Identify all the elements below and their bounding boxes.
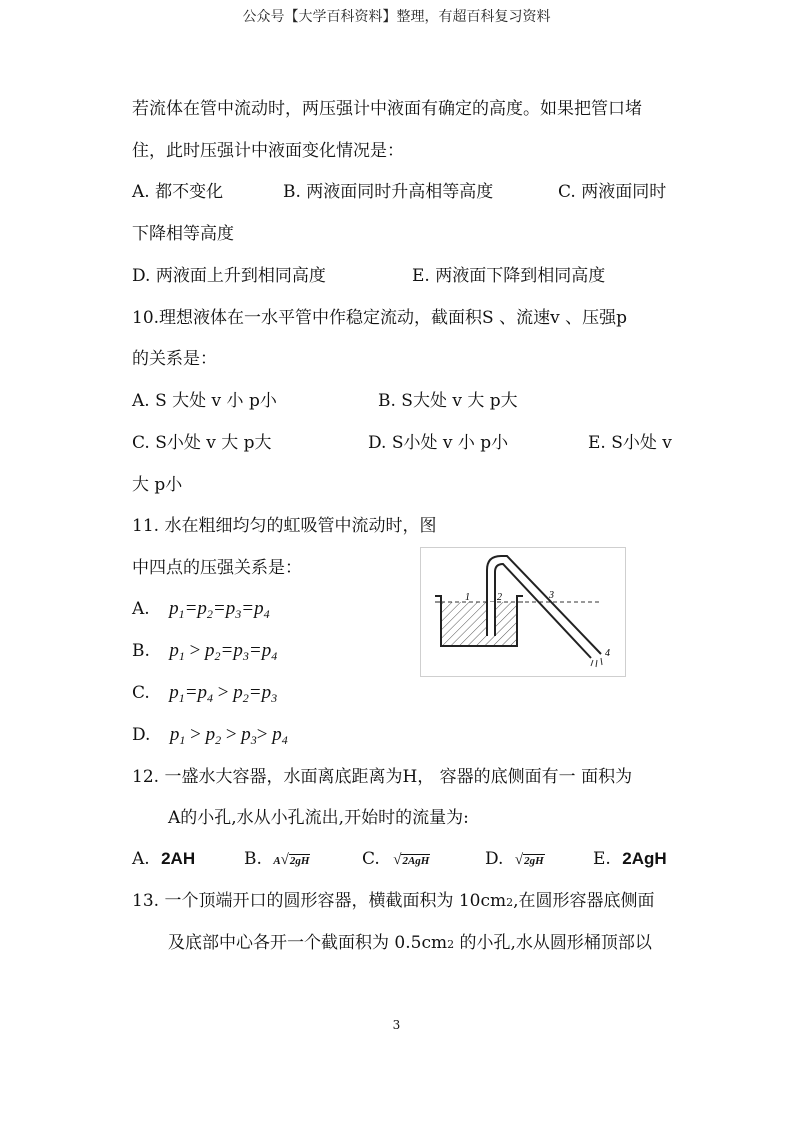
q9-line-2: 住，此时压强计中液面变化情况是： <box>132 141 404 161</box>
q11-option-a <box>132 598 270 625</box>
q9-option-c-cont: 下降相等高度 <box>132 224 234 244</box>
q9-option-e: E. 两液面下降到相同高度 <box>412 266 606 286</box>
q13-unit-exp-2: 2 <box>447 938 455 951</box>
page-header: 公众号【大学百科资料】整理，有超百科复习资料 <box>242 9 551 25</box>
q10-option-e-cont: 大 p小 <box>132 475 183 495</box>
q10-stem-2: 的关系是： <box>132 349 217 369</box>
q12-stem-1: 12. 一盛水大容器，水面离底距离为H， 容器的底侧面有一 面积为 <box>132 767 633 787</box>
q10-option-b: B. S大处 v 大 p大 <box>378 391 518 411</box>
q11-option-b-formula: $p_1 > p_2=p_3=p_4$ <box>169 640 278 663</box>
q11-option-a-label: A. <box>132 599 150 619</box>
q9-option-a: A. 都不变化 <box>132 182 224 202</box>
q11-option-b <box>132 640 277 667</box>
q12-option-b-value: A√2gH <box>273 852 310 868</box>
siphon-diagram <box>421 548 625 676</box>
q11-option-b-label: B. <box>132 641 150 661</box>
q11-option-d-formula: $p_1 > p_2 > p_3> p_4$ <box>169 724 288 747</box>
q13-unit-exp-1: 2 <box>506 896 514 909</box>
q10-option-e: E. S小处 v <box>588 433 672 453</box>
q11-stem-2: 中四点的压强关系是： <box>132 558 302 578</box>
q12-option-a-value: 2AH <box>161 849 196 868</box>
q9-option-c: C. 两液面同时 <box>558 182 667 202</box>
q11-option-d <box>132 724 288 751</box>
q12-option-c-value: √2AgH <box>393 852 430 868</box>
q12-option-e-value: 2AgH <box>622 849 667 868</box>
q12-option-e: E. 2AgH <box>593 849 667 869</box>
q11-option-a-formula: $p_1=p_2=p_3=p_4$ <box>169 598 270 621</box>
q9-option-b: B. 两液面同时升高相等高度 <box>283 182 494 202</box>
q13-stem-2: 及底部中心各开一个截面积为 0.5cm2 的小孔,水从圆形桶顶部以 <box>168 933 652 953</box>
page-number: 3 <box>392 1018 401 1032</box>
q10-option-a: A. S 大处 v 小 p小 <box>132 391 277 411</box>
point-label-2: 2 <box>497 592 502 603</box>
q11-stem-1: 11. 水在粗细均匀的虹吸管中流动时，图 <box>132 516 437 536</box>
q11-option-c <box>132 682 277 709</box>
q10-option-d: D. S小处 v 小 p小 <box>368 433 509 453</box>
q10-stem-1: 10.理想液体在一水平管中作稳定流动，截面积S 、流速v 、压强p <box>132 308 627 328</box>
q12-stem-2: A的小孔,水从小孔流出,开始时的流量为: <box>168 808 469 828</box>
q13-stem-1: 13. 一个顶端开口的圆形容器，横截面积为 10cm2,在圆形容器底侧面 <box>132 891 655 911</box>
q11-option-c-label: C. <box>132 683 150 703</box>
point-label-3: 3 <box>549 590 554 601</box>
q10-option-c: C. S小处 v 大 p大 <box>132 433 272 453</box>
q12-option-d: D. √2gH <box>485 849 544 869</box>
q9-line-1: 若流体在管中流动时，两压强计中液面有确定的高度。如果把管口堵 <box>132 99 642 119</box>
q12-option-d-value: √2gH <box>514 852 544 868</box>
siphon-figure <box>420 547 626 677</box>
point-label-4: 4 <box>605 648 610 659</box>
q12-option-b: B. A√2gH <box>244 849 310 869</box>
q11-option-c-formula: $p_1=p_4 > p_2=p_3$ <box>169 682 278 705</box>
water-hatch <box>441 602 517 646</box>
q12-option-a: A. 2AH <box>132 849 196 869</box>
q9-option-d: D. 两液面上升到相同高度 <box>132 266 326 286</box>
q11-option-d-label: D. <box>132 725 151 745</box>
point-label-1: 1 <box>465 592 470 603</box>
q12-option-c: C. √2AgH <box>362 849 430 869</box>
